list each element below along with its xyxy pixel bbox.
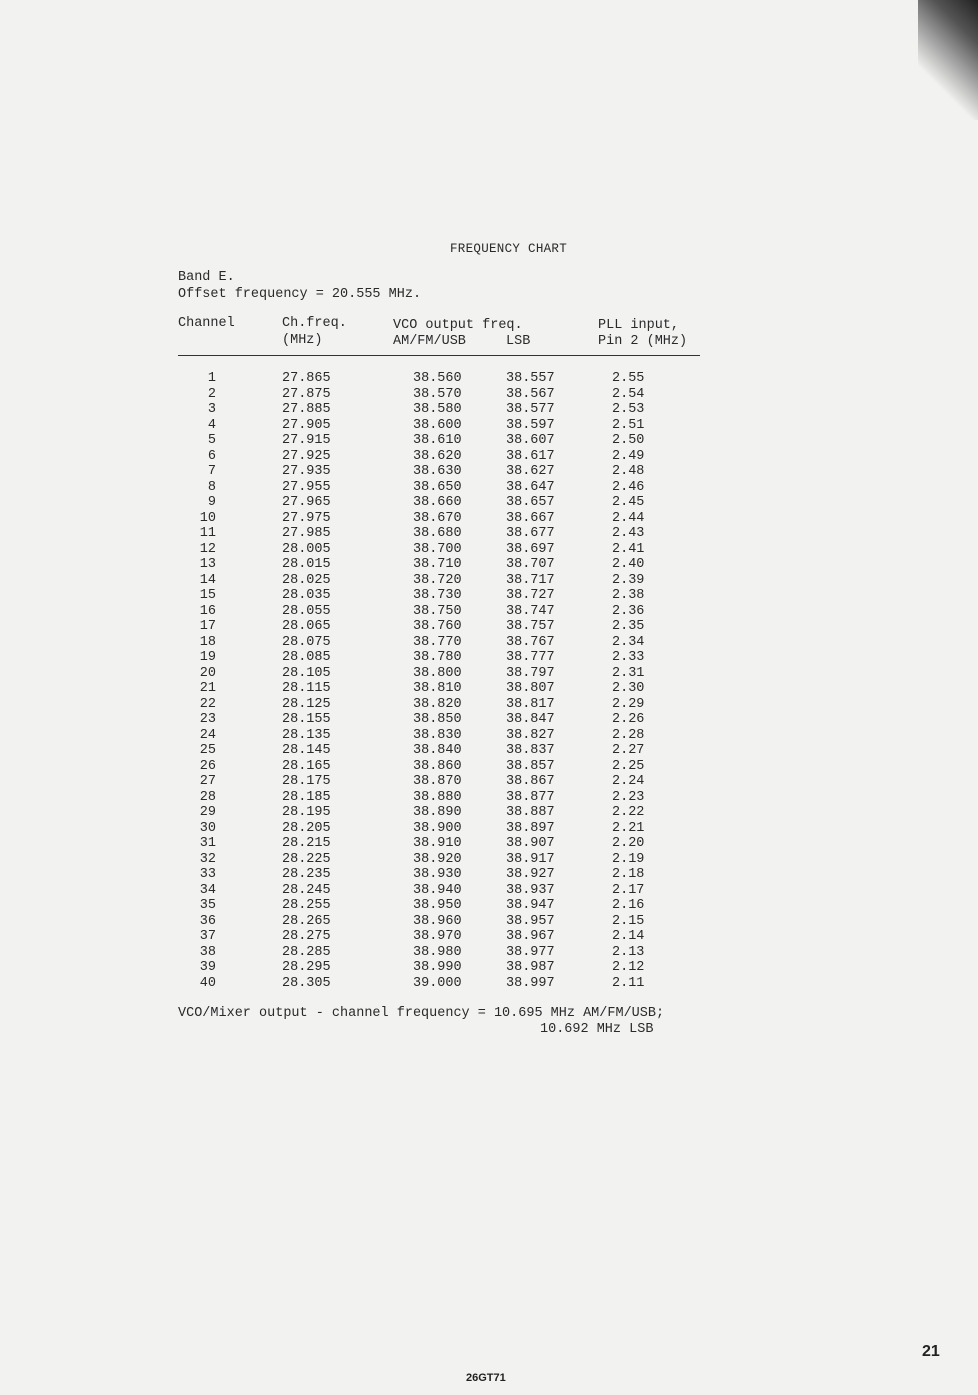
vco-am-cell: 38.820	[413, 696, 462, 712]
vco-am-cell: 38.780	[413, 650, 462, 665]
vco-lsb-cell: 38.987	[506, 960, 555, 975]
vco-am-cell: 38.980	[413, 944, 462, 960]
chfreq-cell: 27.885	[282, 402, 331, 417]
pll-cell: 2.45	[612, 495, 645, 510]
channel-cell: 10	[199, 510, 216, 526]
vco-am-cell: 38.610	[413, 433, 462, 448]
chfreq-cell: 28.165	[282, 758, 331, 774]
pll-cell: 2.38	[612, 588, 645, 603]
channel-cell: 28	[199, 789, 216, 805]
pll-cell: 2.20	[612, 836, 645, 851]
channel-cell: 13	[199, 557, 216, 572]
channel-cell: 26	[199, 758, 216, 774]
vco-lsb-cell: 38.917	[506, 851, 555, 867]
vco-lsb-cell: 38.957	[506, 913, 555, 929]
vco-am-cell: 38.900	[413, 820, 462, 836]
vco-am-cell: 38.890	[413, 805, 462, 820]
channel-cell: 21	[199, 681, 216, 696]
channel-cell: 32	[199, 851, 216, 867]
chfreq-cell: 27.925	[282, 448, 331, 464]
pll-cell: 2.34	[612, 634, 645, 650]
vco-am-cell: 38.580	[413, 402, 462, 417]
chfreq-cell: 28.075	[282, 634, 331, 650]
scan-shadow	[918, 0, 978, 120]
vco-am-cell: 38.840	[413, 743, 462, 758]
vco-am-cell: 38.600	[413, 417, 462, 433]
pll-cell: 2.16	[612, 898, 645, 913]
chfreq-cell: 28.235	[282, 867, 331, 882]
vco-am-cell: 38.670	[413, 510, 462, 526]
vco-lsb-cell: 38.627	[506, 464, 555, 479]
header-pll-sub: Pin 2 (MHz)	[598, 334, 688, 349]
channel-cell: 38	[199, 944, 216, 960]
channel-cell: 30	[199, 820, 216, 836]
chfreq-cell: 27.985	[282, 526, 331, 541]
vco-lsb-cell: 38.777	[506, 650, 555, 665]
vco-lsb-cell: 38.567	[506, 386, 555, 402]
vco-am-cell: 38.910	[413, 836, 462, 851]
channel-cell: 29	[199, 805, 216, 820]
vco-lsb-cell: 38.877	[506, 789, 555, 805]
vco-lsb-cell: 38.947	[506, 898, 555, 913]
channel-cell: 4	[207, 417, 216, 433]
vco-am-cell: 38.870	[413, 774, 462, 789]
vco-lsb-cell: 38.767	[506, 634, 555, 650]
vco-lsb-cell: 38.677	[506, 526, 555, 541]
chfreq-cell: 27.865	[282, 371, 331, 386]
chfreq-cell: 27.915	[282, 433, 331, 448]
vco-lsb-cell: 38.647	[506, 479, 555, 495]
header-vco-am: AM/FM/USB	[393, 334, 466, 349]
channel-cell: 14	[199, 572, 216, 588]
pll-cell: 2.53	[612, 402, 645, 417]
chfreq-cell: 28.035	[282, 588, 331, 603]
vco-am-cell: 38.960	[413, 913, 462, 929]
pll-cell: 2.23	[612, 789, 645, 805]
vco-am-cell: 38.660	[413, 495, 462, 510]
chfreq-cell: 28.155	[282, 712, 331, 727]
pll-cell: 2.15	[612, 913, 645, 929]
pll-cell: 2.51	[612, 417, 645, 433]
pll-cell: 2.49	[612, 448, 645, 464]
chfreq-cell: 28.085	[282, 650, 331, 665]
vco-am-cell: 38.570	[413, 386, 462, 402]
vco-am-cell: 38.620	[413, 448, 462, 464]
pll-cell: 2.33	[612, 650, 645, 665]
vco-lsb-cell: 38.887	[506, 805, 555, 820]
channel-cell: 16	[199, 603, 216, 619]
pll-cell: 2.46	[612, 479, 645, 495]
channel-cell: 27	[199, 774, 216, 789]
pll-cell: 2.31	[612, 665, 645, 681]
chfreq-cell: 28.135	[282, 727, 331, 743]
chfreq-cell: 28.275	[282, 929, 331, 944]
vco-am-cell: 38.770	[413, 634, 462, 650]
vco-am-cell: 38.810	[413, 681, 462, 696]
vco-am-cell: 38.990	[413, 960, 462, 975]
header-channel: Channel	[178, 316, 235, 331]
vco-am-cell: 38.750	[413, 603, 462, 619]
vco-lsb-cell: 38.967	[506, 929, 555, 944]
vco-lsb-cell: 38.727	[506, 588, 555, 603]
vco-lsb-cell: 38.977	[506, 944, 555, 960]
header-chfreq-unit: (MHz)	[282, 333, 323, 348]
channel-cell: 5	[207, 433, 216, 448]
chfreq-cell: 28.225	[282, 851, 331, 867]
vco-lsb-cell: 38.797	[506, 665, 555, 681]
chfreq-cell: 28.145	[282, 743, 331, 758]
vco-am-cell: 38.880	[413, 789, 462, 805]
vco-am-cell: 38.940	[413, 882, 462, 898]
vco-am-cell: 38.710	[413, 557, 462, 572]
pll-cell: 2.13	[612, 944, 645, 960]
chfreq-cell: 27.905	[282, 417, 331, 433]
pll-cell: 2.19	[612, 851, 645, 867]
chfreq-cell: 28.125	[282, 696, 331, 712]
channel-cell: 39	[199, 960, 216, 975]
band-label: Band E.	[178, 270, 235, 285]
channel-cell: 36	[199, 913, 216, 929]
pll-cell: 2.11	[612, 975, 645, 991]
channel-cell: 40	[199, 975, 216, 991]
vco-lsb-cell: 38.817	[506, 696, 555, 712]
pll-cell: 2.48	[612, 464, 645, 479]
footer-line-1: VCO/Mixer output - channel frequency = 10.695 MHz AM/FM/USB;	[178, 1006, 665, 1021]
chfreq-cell: 28.025	[282, 572, 331, 588]
chart-title: FREQUENCY CHART	[450, 242, 568, 256]
pll-cell: 2.17	[612, 882, 645, 898]
vco-lsb-cell: 38.617	[506, 448, 555, 464]
channel-cell: 11	[199, 526, 216, 541]
chfreq-cell: 28.305	[282, 975, 331, 991]
channel-cell: 17	[199, 619, 216, 634]
vco-am-cell: 38.860	[413, 758, 462, 774]
pll-cell: 2.29	[612, 696, 645, 712]
vco-lsb-cell: 38.867	[506, 774, 555, 789]
page-number: 21	[922, 1343, 940, 1360]
vco-lsb-cell: 38.837	[506, 743, 555, 758]
vco-am-cell: 38.800	[413, 665, 462, 681]
pll-cell: 2.27	[612, 743, 645, 758]
vco-lsb-cell: 38.717	[506, 572, 555, 588]
channel-cell: 24	[199, 727, 216, 743]
chfreq-cell: 28.285	[282, 944, 331, 960]
channel-cell: 35	[199, 898, 216, 913]
chfreq-cell: 28.255	[282, 898, 331, 913]
chfreq-cell: 27.875	[282, 386, 331, 402]
header-rule	[178, 355, 700, 356]
channel-cell: 19	[199, 650, 216, 665]
chfreq-cell: 27.955	[282, 479, 331, 495]
vco-am-cell: 38.630	[413, 464, 462, 479]
vco-am-cell: 38.720	[413, 572, 462, 588]
pll-cell: 2.14	[612, 929, 645, 944]
vco-am-cell: 38.830	[413, 727, 462, 743]
vco-lsb-cell: 38.557	[506, 371, 555, 386]
channel-cell: 25	[199, 743, 216, 758]
chfreq-cell: 28.205	[282, 820, 331, 836]
pll-cell: 2.12	[612, 960, 645, 975]
pll-cell: 2.30	[612, 681, 645, 696]
chfreq-cell: 28.005	[282, 541, 331, 557]
vco-lsb-cell: 38.897	[506, 820, 555, 836]
chfreq-cell: 28.175	[282, 774, 331, 789]
pll-cell: 2.50	[612, 433, 645, 448]
channel-cell: 12	[199, 541, 216, 557]
vco-lsb-cell: 38.827	[506, 727, 555, 743]
pll-cell: 2.28	[612, 727, 645, 743]
channel-cell: 8	[207, 479, 216, 495]
chfreq-cell: 27.935	[282, 464, 331, 479]
channel-cell: 9	[207, 495, 216, 510]
pll-cell: 2.24	[612, 774, 645, 789]
pll-cell: 2.21	[612, 820, 645, 836]
vco-lsb-cell: 38.657	[506, 495, 555, 510]
channel-cell: 22	[199, 696, 216, 712]
vco-am-cell: 38.920	[413, 851, 462, 867]
vco-am-cell: 38.650	[413, 479, 462, 495]
vco-lsb-cell: 38.857	[506, 758, 555, 774]
header-vco: VCO output freq.	[393, 318, 523, 333]
chfreq-cell: 28.105	[282, 665, 331, 681]
channel-cell: 6	[207, 448, 216, 464]
channel-cell: 34	[199, 882, 216, 898]
channel-cell: 23	[199, 712, 216, 727]
vco-am-cell: 38.760	[413, 619, 462, 634]
pll-cell: 2.18	[612, 867, 645, 882]
vco-lsb-cell: 38.757	[506, 619, 555, 634]
vco-lsb-cell: 38.847	[506, 712, 555, 727]
document-code: 26GT71	[466, 1372, 506, 1384]
chfreq-cell: 28.265	[282, 913, 331, 929]
channel-cell: 18	[199, 634, 216, 650]
offset-frequency: Offset frequency = 20.555 MHz.	[178, 287, 422, 302]
pll-cell: 2.25	[612, 758, 645, 774]
vco-lsb-cell: 38.607	[506, 433, 555, 448]
pll-cell: 2.43	[612, 526, 645, 541]
channel-cell: 31	[199, 836, 216, 851]
pll-cell: 2.36	[612, 603, 645, 619]
chfreq-cell: 28.185	[282, 789, 331, 805]
vco-am-cell: 38.730	[413, 588, 462, 603]
vco-am-cell: 38.560	[413, 371, 462, 386]
vco-am-cell: 38.700	[413, 541, 462, 557]
footer-line-2: 10.692 MHz LSB	[540, 1022, 654, 1037]
vco-lsb-cell: 38.937	[506, 882, 555, 898]
vco-lsb-cell: 38.747	[506, 603, 555, 619]
pll-cell: 2.55	[612, 371, 645, 386]
chfreq-cell: 28.215	[282, 836, 331, 851]
channel-cell: 15	[199, 588, 216, 603]
header-pll: PLL input,	[598, 318, 680, 333]
vco-lsb-cell: 38.667	[506, 510, 555, 526]
vco-am-cell: 39.000	[413, 975, 462, 991]
vco-lsb-cell: 38.997	[506, 975, 555, 991]
vco-am-cell: 38.680	[413, 526, 462, 541]
vco-am-cell: 38.930	[413, 867, 462, 882]
vco-lsb-cell: 38.927	[506, 867, 555, 882]
vco-am-cell: 38.850	[413, 712, 462, 727]
vco-lsb-cell: 38.807	[506, 681, 555, 696]
vco-lsb-cell: 38.907	[506, 836, 555, 851]
chfreq-cell: 28.055	[282, 603, 331, 619]
pll-cell: 2.41	[612, 541, 645, 557]
chfreq-cell: 28.015	[282, 557, 331, 572]
pll-cell: 2.26	[612, 712, 645, 727]
vco-lsb-cell: 38.577	[506, 402, 555, 417]
vco-lsb-cell: 38.597	[506, 417, 555, 433]
chfreq-cell: 28.245	[282, 882, 331, 898]
chfreq-cell: 28.295	[282, 960, 331, 975]
pll-cell: 2.44	[612, 510, 645, 526]
pll-cell: 2.54	[612, 386, 645, 402]
channel-cell: 20	[199, 665, 216, 681]
chfreq-cell: 27.965	[282, 495, 331, 510]
pll-cell: 2.22	[612, 805, 645, 820]
channel-cell: 33	[199, 867, 216, 882]
chfreq-cell: 28.065	[282, 619, 331, 634]
header-vco-lsb: LSB	[506, 334, 531, 349]
channel-cell: 3	[207, 402, 216, 417]
vco-lsb-cell: 38.697	[506, 541, 555, 557]
header-chfreq: Ch.freq.	[282, 316, 347, 331]
channel-cell: 1	[207, 371, 216, 386]
vco-lsb-cell: 38.707	[506, 557, 555, 572]
chfreq-cell: 27.975	[282, 510, 331, 526]
pll-cell: 2.39	[612, 572, 645, 588]
channel-cell: 37	[199, 929, 216, 944]
chfreq-cell: 28.195	[282, 805, 331, 820]
pll-cell: 2.35	[612, 619, 645, 634]
pll-cell: 2.40	[612, 557, 645, 572]
vco-am-cell: 38.950	[413, 898, 462, 913]
chfreq-cell: 28.115	[282, 681, 331, 696]
channel-cell: 7	[207, 464, 216, 479]
channel-cell: 2	[207, 386, 216, 402]
vco-am-cell: 38.970	[413, 929, 462, 944]
